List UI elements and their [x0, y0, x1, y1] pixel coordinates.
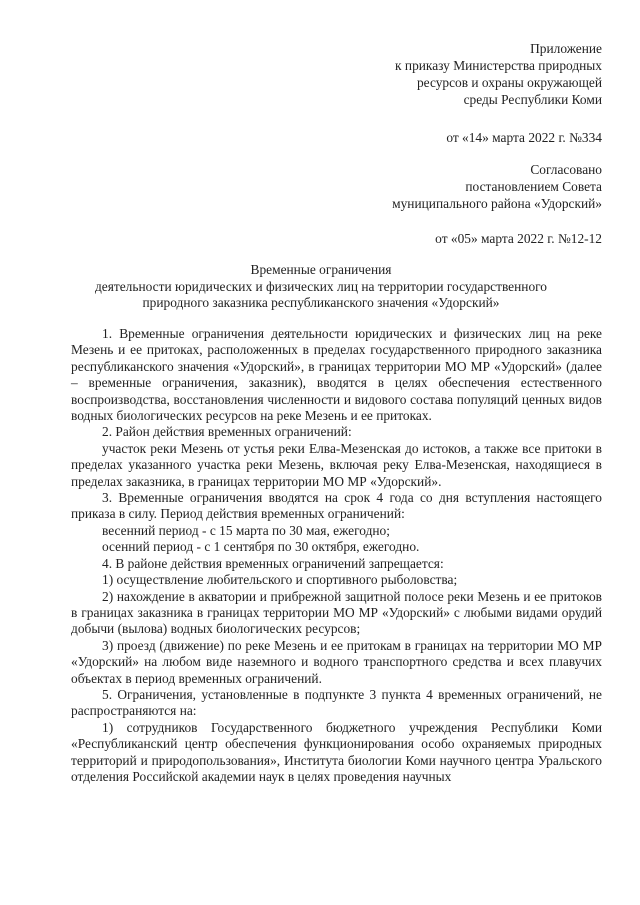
agreement-date: от «05» марта 2022 г. №12-12 — [435, 231, 602, 246]
agreement-line-2: постановлением Совета — [465, 179, 602, 194]
agreement-line-3: муниципального района «Удорский» — [392, 196, 602, 211]
paragraph-7: 4. В районе действия временных ограничений запрещается: — [102, 555, 444, 571]
paragraph-10: 3) проезд (движение) по реке Мезень и ее притокам в границах на территории МО МР «Удорский» на любом виде наземного и водного транспортного средства и всех плавучих объектах в период временных ограничений. — [71, 637, 602, 686]
approval-line-4: среды Республики Коми — [463, 92, 602, 107]
paragraph-8: 1) осуществление любительского и спортивного рыболовства; — [102, 572, 458, 588]
approval-line-3: ресурсов и охраны окружающей — [416, 75, 602, 90]
paragraph-2: 2. Район действия временных ограничений: — [102, 424, 352, 440]
agreement-block — [392, 161, 602, 212]
paragraph-12: 1) сотрудников Государственного бюджетного учреждения Республики Коми «Республиканский центр обеспечения функционирования особо охраняемых природных территорий и природопользования», Института биологии Коми научного центра Уральского отделения Российской академии наук в целях проведения научных — [71, 719, 602, 784]
paragraph-11: 5. Ограничения, установленные в подпункте 3 пункта 4 временных ограничений, не распространяются на: — [71, 686, 602, 719]
agreement-line-1: Согласовано — [530, 162, 602, 177]
paragraph-9: 2) нахождение в акватории и прибрежной защитной полосе реки Мезень и ее притоков в границах заказника в границах территории МО МР «Удорский» с любыми видами орудий добычи (вылова) водных биологических ресурсов; — [71, 588, 602, 637]
title-line-3: природного заказника республиканского значения «Удорский» — [142, 295, 500, 310]
paragraph-6: осенний период - с 1 сентября по 30 октября, ежегодно. — [102, 539, 420, 555]
document-body — [71, 326, 602, 785]
title-line-1: Временные ограничения — [250, 262, 392, 277]
paragraph-3: участок реки Мезень от устья реки Елва-Мезенская до истоков, а также все притоки в пределах указанного участка реки Мезень, включая реку Елва-Мезенская, находящиеся в пределах заказника, в границах территории МО МР «Удорский». — [71, 440, 602, 489]
paragraph-5: весенний период - с 15 марта по 30 мая, ежегодно; — [102, 522, 390, 538]
paragraph-4: 3. Временные ограничения вводятся на срок 4 года со дня вступления настоящего приказа в силу. Период действия временных ограничений: — [71, 490, 602, 522]
paragraph-1: 1. Временные ограничения деятельности юридических и физических лиц на реке Мезень и ее притоках, расположенных в пределах государственного природного заказника республиканского значения «Удорский», в границах территории МО МР «Удорский» (далее – временные ограничения, заказник), вводятся в целях обеспечения естественного воспроизводства, восстановления численности и видового состава популяций ценных видов водных биологических ресурсов на реке Мезень и ее притоках. — [71, 326, 602, 424]
approval-line-2: к приказу Министерства природных — [395, 58, 602, 73]
document-title — [40, 262, 602, 312]
approval-block — [395, 40, 602, 108]
approval-date: от «14» марта 2022 г. №334 — [446, 130, 602, 145]
title-line-2: деятельности юридических и физических лиц на территории государственного — [94, 278, 548, 294]
approval-line-1: Приложение — [530, 41, 602, 56]
